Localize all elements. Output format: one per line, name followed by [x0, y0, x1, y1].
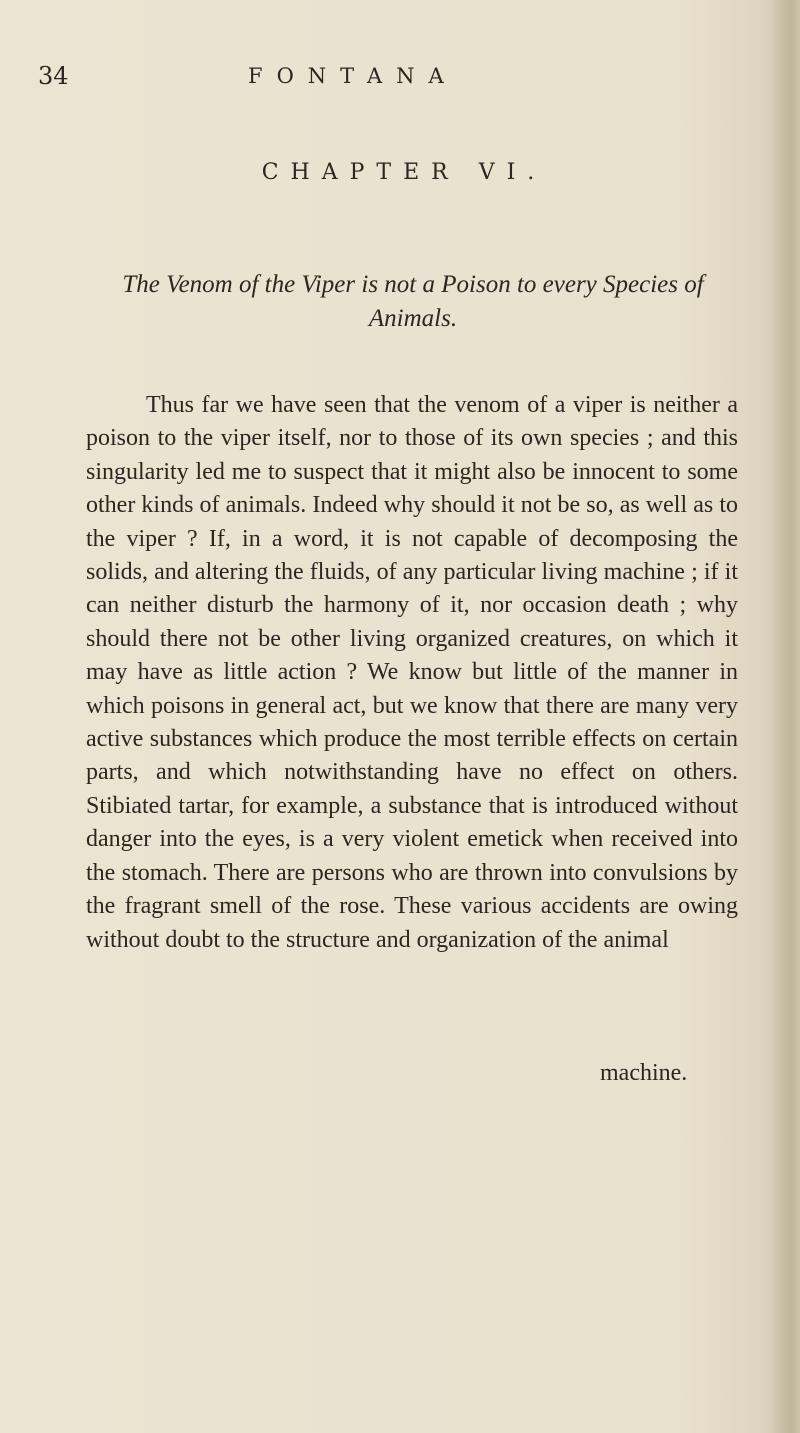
running-head: FONTANA — [248, 64, 458, 88]
catchword: machine. — [600, 1060, 688, 1086]
page-edge — [772, 0, 800, 1433]
body-paragraph: Thus far we have seen that the venom of a viper is neither a poison to the viper itself, nor to those of its own species ; and this singularity led me to suspect that it might also be innocent to some other kinds of animals. Indeed why should it not be so, as well as to the viper ? If, in a word, it is not capable of decomposing the solids, and altering the fluids, of any particular living machine ; if it can neither disturb the harmony of it, nor occasion death ; why should there not be other living organized creatures, on which it may have as little action ? We know but little of the manner in which poisons in general act, but we know that there are many very active substances which produce the most terrible effects on certain parts, and which notwithstanding have no effect on others. Stibiated tartar, for example, a substance that is introduced without danger into the eyes, is a very violent emetick when received into the stomach. There are persons who are thrown into convulsions by the fragrant smell of the rose. These various accidents are owing without doubt to the structure and organization of the animal — [86, 392, 738, 953]
chapter-heading: CHAPTER VI. — [261, 160, 547, 185]
page-header — [38, 62, 738, 102]
page-number: 34 — [38, 62, 69, 90]
chapter-title: The Venom of the Viper is not a Poison to every Species of Animals. — [122, 271, 704, 332]
